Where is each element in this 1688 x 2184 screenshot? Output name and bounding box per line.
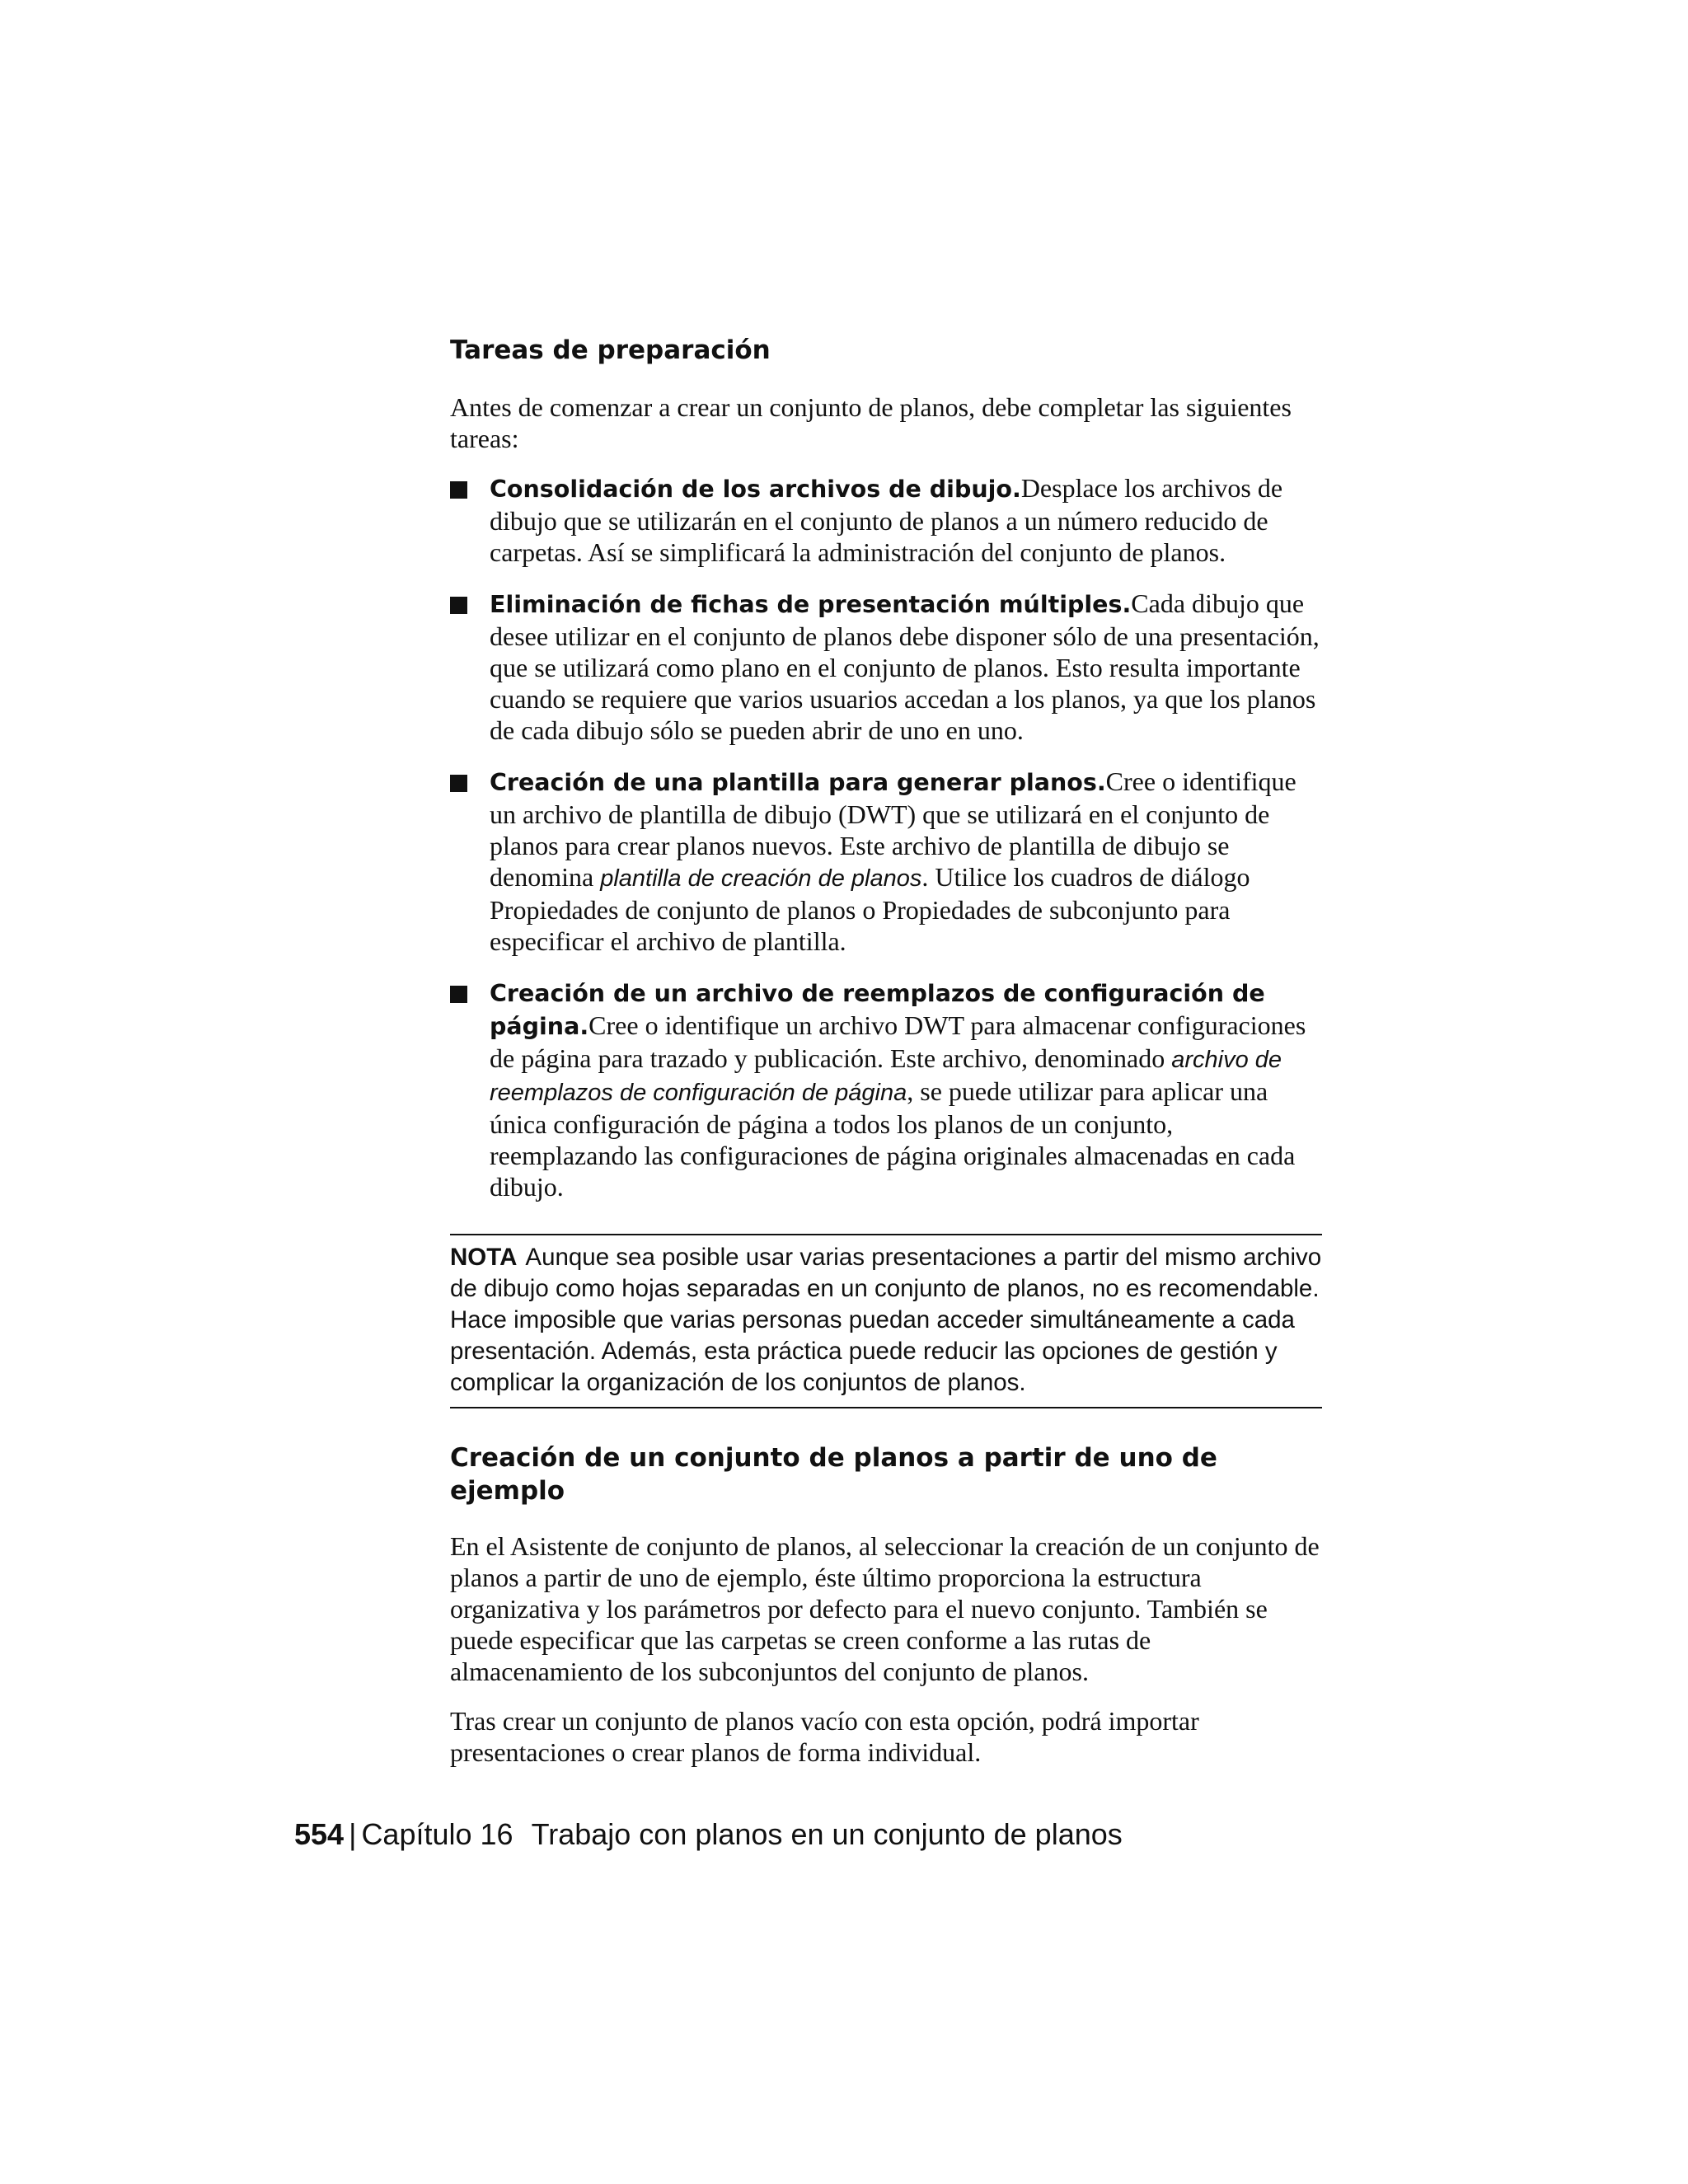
chapter-title: Trabajo con planos en un conjunto de planos (531, 1817, 1123, 1851)
list-item-text-end: . Utilice los cuadros de diálogo Propiedades de conjunto de planos o Propiedades de subconjunto para especificar el archivo de plantilla. (490, 862, 1250, 956)
list-item-lead: Creación de un archivo de reemplazos de configuración de página. (490, 980, 1265, 1040)
list-item (450, 472, 1322, 568)
note-label: NOTA (450, 1244, 518, 1271)
page-content (450, 334, 1322, 1786)
chapter-label: Capítulo 16 (361, 1817, 513, 1851)
list-item-text: Cada dibujo que desee utilizar en el conjunto de planos debe disponer sólo de una presentación, que se utilizará como plano en el conjunto de planos. Esto resulta importante cuando se requiere que varios usuarios accedan a los planos, ya que los planos de cada dibujo sólo se pueden abrir de uno en uno. (490, 588, 1320, 745)
list-item-italic-term: plantilla de creación de planos (600, 865, 922, 892)
note-text: Aunque sea posible usar varias presentaciones a partir del mismo archivo de dibujo como hojas separadas en un conjunto de planos, no es recomendable. Hace imposible que varias personas puedan acceder simultáneamente a cada presentación. Además, esta práctica puede reducir las opciones de gestión y complicar la organización de los conjuntos de planos. (450, 1244, 1322, 1396)
square-bullet-icon (450, 481, 467, 499)
list-item-text: Cree o identifique un archivo de plantilla de dibujo (DWT) que se utilizará en el conjunto de planos para crear planos nuevos. Este archivo de plantilla de dibujo se denomina (490, 766, 1296, 892)
list-item-text-end: , se puede utilizar para aplicar una única configuración de página a todos los planos de un conjunto, reemplazando las configuraciones de página originales almacenadas en cada dibujo. (490, 1076, 1296, 1202)
page-footer (294, 1816, 1123, 1853)
task-list (450, 472, 1322, 1202)
list-item (450, 766, 1322, 957)
body-paragraph: Tras crear un conjunto de planos vacío con esta opción, podrá importar presentaciones o crear planos de forma individual. (450, 1706, 1199, 1767)
list-item (450, 588, 1322, 746)
square-bullet-icon (450, 597, 467, 614)
square-bullet-icon (450, 986, 467, 1003)
footer-separator: | (349, 1817, 357, 1851)
page-number: 554 (294, 1817, 345, 1851)
note-box (450, 1234, 1322, 1408)
list-item-text: Desplace los archivos de dibujo que se utilizarán en el conjunto de planos a un número reducido de carpetas. Así se simplificará la administración del conjunto de planos. (490, 473, 1283, 567)
list-item (450, 977, 1322, 1202)
body-paragraph: En el Asistente de conjunto de planos, al seleccionar la creación de un conjunto de planos a partir de uno de ejemplo, éste último proporciona la estructura organizativa y los parámetros por defecto para el nuevo conjunto. También se puede especificar que las carpetas se creen conforme a las rutas de almacenamiento de los subconjuntos del conjunto de planos. (450, 1531, 1320, 1686)
list-item-lead: Creación de una plantilla para generar planos. (490, 769, 1106, 796)
list-item-text: Cree o identifique un archivo DWT para almacenar configuraciones de página para trazado y publicación. Este archivo, denominado (490, 1010, 1306, 1073)
section-heading-example: Creación de un conjunto de planos a partir de uno de ejemplo (450, 1443, 1217, 1506)
list-item-lead: Consolidación de los archivos de dibujo. (490, 476, 1021, 503)
list-item-italic-term: archivo de reemplazos de configuración de página (490, 1047, 1282, 1106)
list-item-lead: Eliminación de fichas de presentación múltiples. (490, 591, 1132, 618)
square-bullet-icon (450, 775, 467, 792)
section-heading-preparation: Tareas de preparación (450, 335, 771, 365)
intro-paragraph: Antes de comenzar a crear un conjunto de planos, debe completar las siguientes tareas: (450, 392, 1292, 453)
